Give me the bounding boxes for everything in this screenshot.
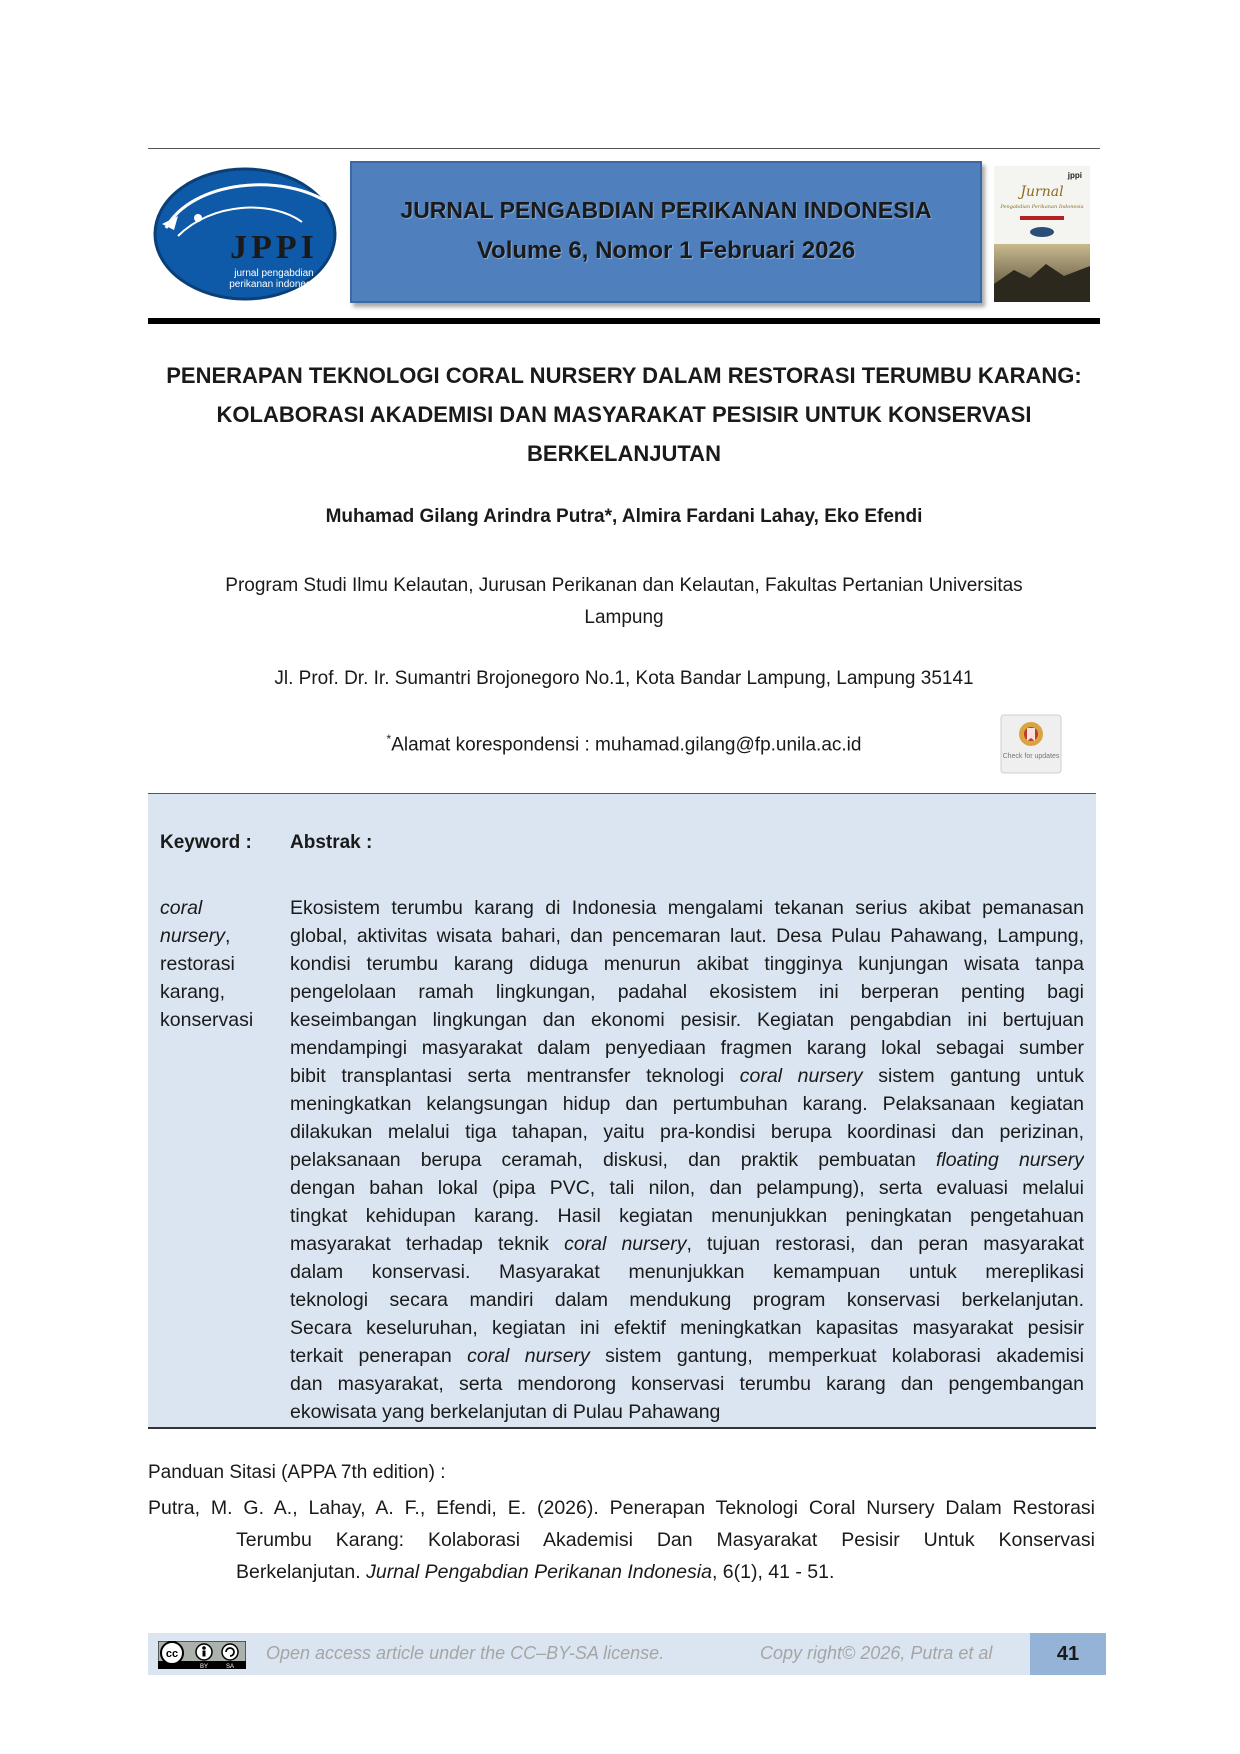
cc-by-label: BY	[199, 1664, 209, 1669]
abstract-line: dalam konservasi. Masyarakat menunjukkan kemampuan untuk mereplikasi	[290, 1261, 1084, 1283]
check-updates-label: Check for updates	[1002, 753, 1060, 760]
cover-subtitle: Pengabdian Perikanan Indonesia	[1000, 204, 1084, 210]
abstract-line: Secara keseluruhan, kegiatan ini efektif meningkatkan kapasitas masyarakat pesisir	[290, 1317, 1084, 1339]
check-for-updates-badge[interactable]	[1000, 714, 1062, 774]
journal-volume: Volume 6, Nomor 1 Februari 2026	[476, 237, 856, 264]
author-address: Jl. Prof. Dr. Ir. Sumantri Brojonegoro No.1, Kota Bandar Lampung, Lampung 35141	[274, 668, 974, 689]
author-affiliation	[170, 570, 1078, 634]
header-bottom-rule	[148, 318, 1100, 324]
citation-line: Putra, M. G. A., Lahay, A. F., Efendi, E. (2026). Penerapan Teknologi Coral Nursery Dalam Restorasi	[148, 1497, 1095, 1519]
abstract-text	[290, 894, 1084, 1426]
keyword-list	[160, 894, 280, 1034]
abstract-line: bibit transplantasi serta mentransfer teknologi coral nursery sistem gantung untuk	[290, 1065, 1084, 1087]
citation-title-end: Berkelanjutan.	[236, 1561, 367, 1583]
citation-journal: Jurnal Pengabdian Perikanan Indonesia	[366, 1561, 712, 1583]
keyword-item: restorasi	[160, 953, 235, 975]
cc-license-icon[interactable]	[158, 1641, 246, 1669]
abstract-line: pelaksanaan berupa ceramah, diskusi, dan praktik pembuatan floating nursery	[290, 1149, 1084, 1171]
correspondence-text: Alamat korespondensi : muhamad.gilang@fp.unila.ac.id	[391, 734, 862, 756]
abstract-line: teknologi secara mandiri dalam mendukung program konservasi berkelanjutan.	[290, 1289, 1084, 1311]
keyword-item: nursery,	[160, 925, 231, 947]
abstract-line: terkait penerapan coral nursery sistem gantung, memperkuat kolaborasi akademisi	[290, 1345, 1084, 1367]
abstract-heading: Abstrak :	[290, 832, 373, 853]
keyword-item: coral	[160, 897, 203, 919]
abstract-line: mendampingi masyarakat dalam penyediaan fragmen karang lokal sebagai sumber	[290, 1037, 1084, 1059]
correspondence-mark: *	[386, 732, 392, 746]
cc-sa-label: SA	[225, 1664, 235, 1669]
affiliation-line: Program Studi Ilmu Kelautan, Jurusan Perikanan dan Kelautan, Fakultas Pertanian Universitas	[225, 575, 1023, 596]
journal-banner	[350, 161, 982, 303]
abstract-line: dan masyarakat, serta mendorong konservasi terumbu karang dan pengembangan	[290, 1373, 1084, 1395]
citation-heading: Panduan Sitasi (APPA 7th edition) :	[148, 1462, 446, 1483]
title-line: KOLABORASI AKADEMISI DAN MASYARAKAT PESISIR UNTUK KONSERVASI	[216, 402, 1032, 427]
abstract-line: ekowisata yang berkelanjutan di Pulau Pahawang	[290, 1401, 721, 1423]
article-title	[148, 356, 1100, 473]
license-text: Open access article under the CC–BY-SA license.	[266, 1643, 665, 1663]
journal-logo	[152, 166, 338, 302]
logo-line2: perikanan indonesia	[229, 279, 319, 290]
abstract-line: dengan bahan lokal (pipa PVC, tali nilon, dan pelampung), serta evaluasi melalui	[290, 1177, 1084, 1199]
cover-title: Jurnal	[1020, 184, 1064, 200]
abstract-line: dilakukan melalui tiga tahapan, yaitu pra-kondisi berupa koordinasi dan perizinan,	[290, 1121, 1084, 1143]
article-authors: Muhamad Gilang Arindra Putra*, Almira Fardani Lahay, Eko Efendi	[325, 506, 923, 527]
abstract-line: Ekosistem terumbu karang di Indonesia mengalami tekanan serius akibat pemanasan	[290, 897, 1084, 919]
citation-line	[148, 1556, 1095, 1588]
citation-line: Terumbu Karang: Kolaborasi Akademisi Dan Masyarakat Pesisir Untuk Konservasi	[236, 1529, 1095, 1551]
cover-badge: jppi	[1067, 171, 1082, 180]
correspondence	[148, 732, 1100, 756]
cc-label: cc	[165, 1648, 179, 1660]
header-top-rule	[148, 148, 1100, 149]
citation-volume-pages: , 6(1), 41 - 51.	[711, 1561, 835, 1583]
title-line: PENERAPAN TEKNOLOGI CORAL NURSERY DALAM RESTORASI TERUMBU KARANG:	[166, 363, 1082, 388]
journal-name: JURNAL PENGABDIAN PERIKANAN INDONESIA	[400, 197, 932, 223]
abstract-line: meningkatkan kelangsungan hidup dan pertumbuhan karang. Pelaksanaan kegiatan	[290, 1093, 1084, 1115]
abstract-line: global, aktivitas wisata bahari, dan pencemaran laut. Desa Pulau Pahawang, Lampung,	[290, 925, 1084, 947]
page-number: 41	[1030, 1633, 1106, 1675]
abstract-line: kondisi terumbu karang diduga menurun akibat tingginya kunjungan wisata tanpa	[290, 953, 1084, 975]
abstract-line: keseimbangan lingkungan dan ekonomi pesisir. Kegiatan pengabdian ini bertujuan	[290, 1009, 1084, 1031]
abstract-line: tingkat kehidupan karang. Hasil kegiatan menunjukkan peningkatan pengetahuan	[290, 1205, 1084, 1227]
copyright-text: Copy right© 2026, Putra et al	[760, 1643, 993, 1663]
citation-text	[148, 1492, 1095, 1588]
keyword-item: konservasi	[160, 1009, 254, 1031]
affiliation-line: Lampung	[584, 607, 664, 628]
abstract-line: pengelolaan ramah lingkungan, padahal ekosistem ini berperan penting bagi	[290, 981, 1084, 1003]
logo-acronym: JPPI	[230, 229, 318, 266]
keyword-heading: Keyword :	[160, 832, 252, 853]
journal-cover-image	[994, 166, 1090, 302]
title-line: BERKELANJUTAN	[527, 441, 721, 466]
logo-line1: jurnal pengabdian	[234, 268, 314, 279]
abstract-line: masyarakat terhadap teknik coral nursery, tujuan restorasi, dan peran masyarakat	[290, 1233, 1084, 1255]
keyword-item: karang,	[160, 981, 226, 1003]
